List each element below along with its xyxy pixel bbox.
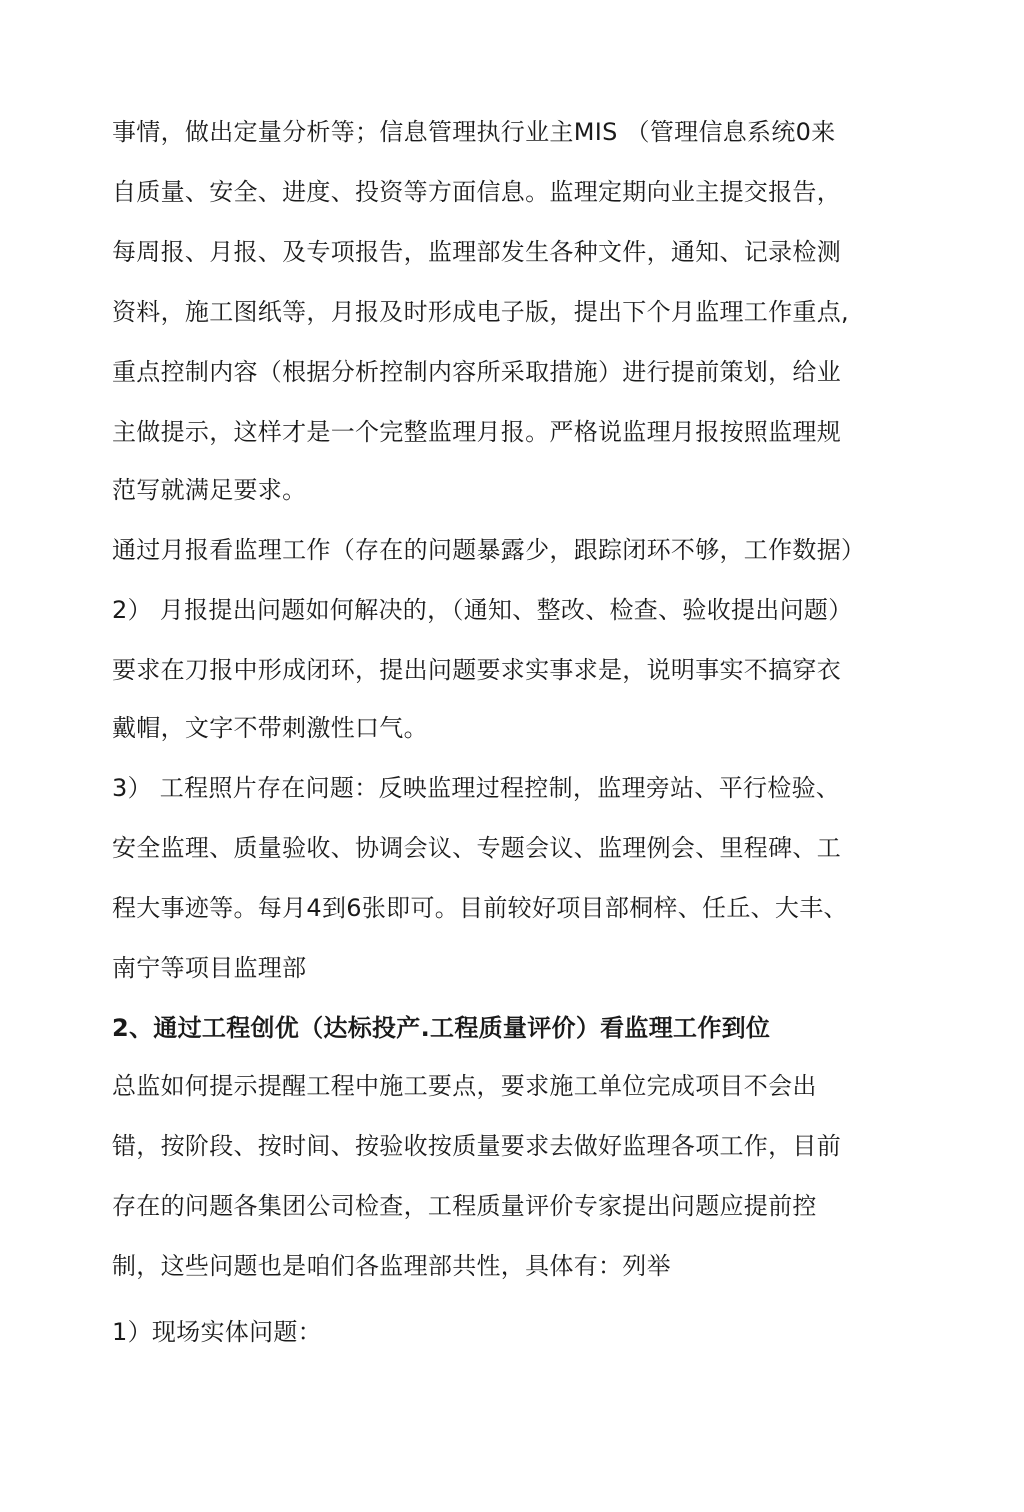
text-line: 1）现场实体问题： [112, 1318, 322, 1346]
text-line: 安全监理、质量验收、协调会议、专题会议、监理例会、里程碑、工 [112, 834, 841, 862]
text-line: 3） 工程照片存在问题：反映监理过程控制，监理旁站、平行检验、 [112, 774, 841, 802]
text-line: 资料，施工图纸等，月报及时形成电子版，提出下个月监理工作重点, [112, 298, 849, 326]
text-line: 范写就满足要求。 [112, 476, 307, 504]
text-line: 重点控制内容（根据分析控制内容所采取措施）进行提前策划，给业 [112, 358, 841, 386]
text-line: 总监如何提示提醒工程中施工要点，要求施工单位完成项目不会出 [112, 1072, 817, 1100]
text-line: 南宁等项目监理部 [112, 954, 307, 982]
text-line: 存在的问题各集团公司检查，工程质量评价专家提出问题应提前控 [112, 1192, 817, 1220]
text-line: 错，按阶段、按时间、按验收按质量要求去做好监理各项工作，目前 [112, 1132, 841, 1160]
text-line: 戴帽，文字不带刺激性口气。 [112, 714, 428, 742]
text-line: 主做提示，这样才是一个完整监理月报。严格说监理月报按照监理规 [112, 418, 841, 446]
text-line: 程大事迹等。每月4到6张即可。目前较好项目部桐梓、任丘、大丰、 [112, 894, 848, 922]
text-line: 通过月报看监理工作（存在的问题暴露少，跟踪闭环不够，工作数据） [112, 536, 866, 564]
text-line: 每周报、月报、及专项报告，监理部发生各种文件，通知、记录检测 [112, 238, 841, 266]
text-line: 2） 月报提出问题如何解决的，（通知、整改、检查、验收提出问题） [112, 596, 853, 624]
text-line: 事情，做出定量分析等；信息管理执行业主MIS （管理信息系统0来 [112, 118, 836, 146]
text-line: 自质量、安全、进度、投资等方面信息。监理定期向业主提交报告， [112, 178, 841, 206]
section-heading: 2、通过工程创优（达标投产.工程质量评价）看监理工作到位 [112, 1014, 771, 1042]
text-line: 要求在刀报中形成闭环，提出问题要求实事求是，说明事实不搞穿衣 [112, 656, 841, 684]
text-line: 制，这些问题也是咱们各监理部共性，具体有：列举 [112, 1252, 671, 1280]
